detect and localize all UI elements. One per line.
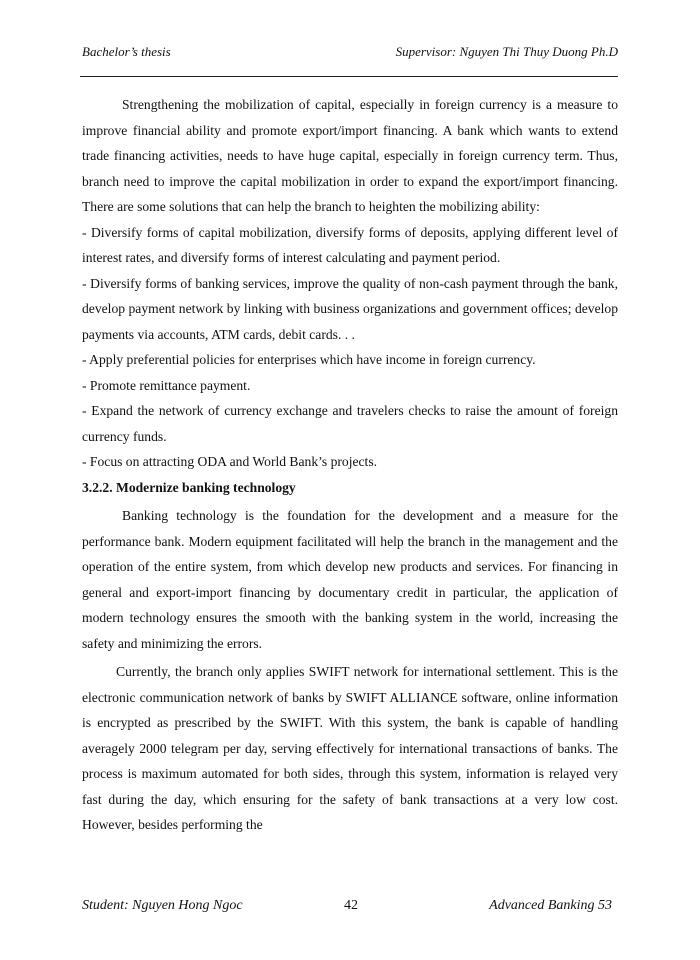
- footer-course: Advanced Banking 53: [489, 898, 612, 913]
- bullet-item: - Diversify forms of banking services, improve the quality of non-cash payment through the bank, develop payment network by linking with business organizations and government offices; develop payments via accounts, ATM cards, debit cards. . .: [82, 275, 618, 342]
- swift-paragraph: Currently, the branch only applies SWIFT network for international settlement. This is the electronic communication network of banks by SWIFT ALLIANCE software, online information is encrypted as prescribed by the SWIFT. With this system, the bank is capable of handling averagely 2000 telegram per day, serving effectively for international transactions of banks. The process is maximum automated for both sides, through this system, information is relayed very fast during the day, which ensuring for the safety of bank transactions at a very low cost. However, besides performing the: [82, 664, 618, 832]
- bullet-item: - Expand the network of currency exchange and travelers checks to raise the amount of foreign currency funds.: [82, 403, 618, 444]
- section-heading: 3.2.2. Modernize banking technology: [82, 479, 296, 495]
- technology-paragraph: Banking technology is the foundation for the development and a measure for the performance bank. Modern equipment facilitated will help the branch in the management and the operation of the entire system, from which develop new products and services. For financing in general and export-import financing by documentary credit in particular, the application of modern technology ensures the smooth with the banking system in the world, increasing the safety and minimizing the errors.: [82, 508, 618, 651]
- intro-paragraph: Strengthening the mobilization of capital, especially in foreign currency is a measure to improve financial ability and promote export/import financing. A bank which wants to extend trade financing activities, needs to have huge capital, especially in foreign currency term. Thus, branch need to improve the capital mobilization in order to expand the export/import financing. There are some solutions that can help the branch to heighten the mobilizing ability:: [82, 97, 618, 214]
- page-footer: [82, 898, 612, 918]
- page-body: [82, 92, 618, 838]
- header-divider: [80, 76, 618, 77]
- footer-student: Student: Nguyen Hong Ngoc: [82, 898, 243, 913]
- page-header: [80, 44, 618, 64]
- bullet-item: - Apply preferential policies for enterprises which have income in foreign currency.: [82, 352, 536, 367]
- header-thesis-label: Bachelor’s thesis: [82, 44, 171, 59]
- bullet-item: - Focus on attracting ODA and World Bank’s projects.: [82, 454, 378, 469]
- bullet-item: - Promote remittance payment.: [82, 377, 251, 393]
- page-number: 42: [344, 898, 358, 913]
- bullet-item: - Diversify forms of capital mobilization, diversify forms of deposits, applying different level of interest rates, and diversify forms of interest calculating and payment period.: [82, 224, 618, 265]
- header-supervisor: Supervisor: Nguyen Thi Thuy Duong Ph.D: [395, 44, 618, 59]
